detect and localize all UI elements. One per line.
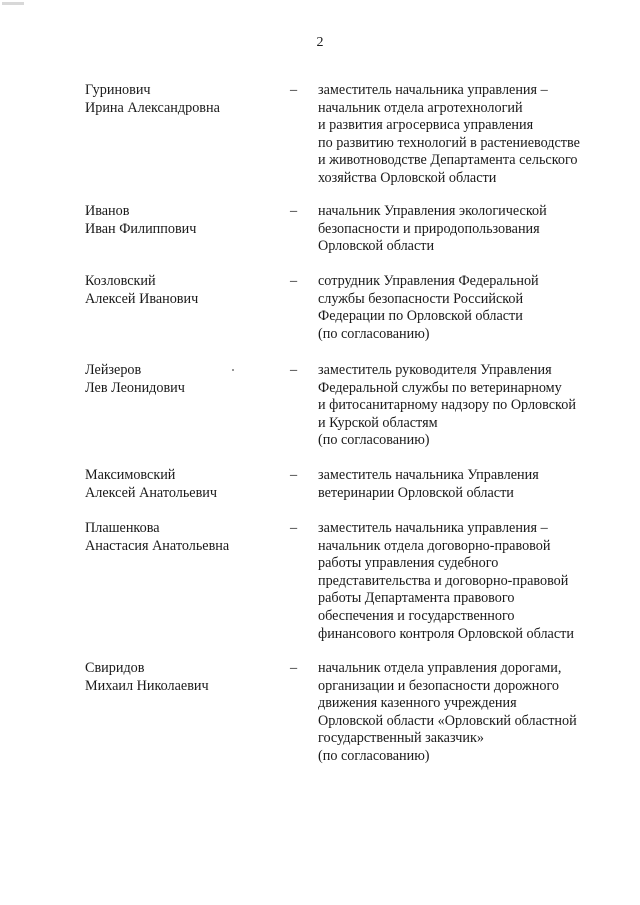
member-given-names: Иван Филиппович: [85, 220, 197, 237]
position-line: Федеральной службы по ветеринарному: [318, 379, 562, 396]
position-line: Орловской области: [318, 238, 435, 255]
member-surname: Лейзеров: [85, 362, 142, 378]
member-position: [318, 203, 618, 256]
position-line: сотрудник Управления Федеральной: [318, 273, 539, 289]
member-given-names: Алексей Иванович: [85, 290, 199, 307]
position-line: государственный заказчик»: [318, 730, 485, 747]
member-given-names: Михаил Николаевич: [85, 677, 209, 694]
member-surname: Гуринович: [85, 82, 151, 98]
position-line: представительства и договорно-правовой: [318, 572, 569, 589]
position-line: начальник отдела агротехнологий: [318, 99, 523, 116]
position-line: (по согласованию): [318, 432, 430, 449]
member-given-names: Алексей Анатольевич: [85, 484, 218, 501]
member-name: [85, 203, 285, 238]
dash-separator: –: [290, 82, 298, 98]
member-name: [85, 520, 285, 555]
member-position: [318, 660, 618, 766]
position-line: начальник Управления экологической: [318, 203, 547, 219]
position-line: хозяйства Орловской области: [318, 169, 497, 186]
member-position: [318, 82, 618, 188]
member-surname: Козловский: [85, 273, 156, 289]
member-position: [318, 467, 618, 502]
scan-corner-mark: [2, 2, 24, 5]
position-line: обеспечения и государственного: [318, 607, 515, 624]
position-line: Орловской области «Орловский областной: [318, 712, 577, 729]
position-line: безопасности и природопользования: [318, 220, 540, 237]
position-line: финансового контроля Орловской области: [318, 625, 574, 642]
position-line: работы управления судебного: [318, 555, 499, 572]
dash-separator: –: [290, 362, 298, 378]
member-given-names: Лев Леонидович: [85, 379, 185, 396]
dash-separator: –: [290, 467, 298, 483]
position-line: и Курской областям: [318, 414, 438, 431]
member-name: [85, 362, 285, 397]
member-position: [318, 273, 618, 343]
member-position: [318, 362, 618, 450]
position-line: (по согласованию): [318, 747, 430, 764]
position-line: ветеринарии Орловской области: [318, 484, 514, 501]
member-given-names: Ирина Александровна: [85, 99, 220, 116]
dash-separator: –: [290, 273, 298, 289]
dash-separator: –: [290, 520, 298, 536]
page-number: 2: [316, 35, 324, 50]
dash-separator: –: [290, 660, 298, 676]
member-name: [85, 467, 285, 502]
member-surname: Иванов: [85, 203, 130, 219]
position-line: заместитель начальника Управления: [318, 467, 539, 483]
position-line: Федерации по Орловской области: [318, 308, 523, 325]
member-name: [85, 660, 285, 695]
position-line: заместитель начальника управления –: [318, 520, 548, 536]
position-line: работы Департамента правового: [318, 590, 515, 607]
member-surname: Плашенкова: [85, 520, 160, 536]
position-line: службы безопасности Российской: [318, 290, 524, 307]
position-line: заместитель руководителя Управления: [318, 362, 552, 378]
position-line: и фитосанитарному надзору по Орловской: [318, 397, 576, 414]
member-name: [85, 273, 285, 308]
position-line: (по согласованию): [318, 325, 430, 342]
position-line: и развития агросервиса управления: [318, 117, 534, 134]
position-line: движения казенного учреждения: [318, 695, 517, 712]
position-line: организации и безопасности дорожного: [318, 677, 560, 694]
member-surname: Свиридов: [85, 660, 145, 676]
position-line: заместитель начальника управления –: [318, 82, 548, 98]
position-line: и животноводстве Департамента сельского: [318, 152, 578, 169]
member-name: [85, 82, 285, 117]
member-given-names: Анастасия Анатольевна: [85, 537, 230, 554]
member-surname: Максимовский: [85, 467, 176, 483]
dash-separator: –: [290, 203, 298, 219]
position-line: по развитию технологий в растениеводстве: [318, 134, 580, 151]
position-line: начальник отдела договорно-правовой: [318, 537, 551, 554]
member-position: [318, 520, 618, 643]
position-line: начальник отдела управления дорогами,: [318, 660, 562, 676]
